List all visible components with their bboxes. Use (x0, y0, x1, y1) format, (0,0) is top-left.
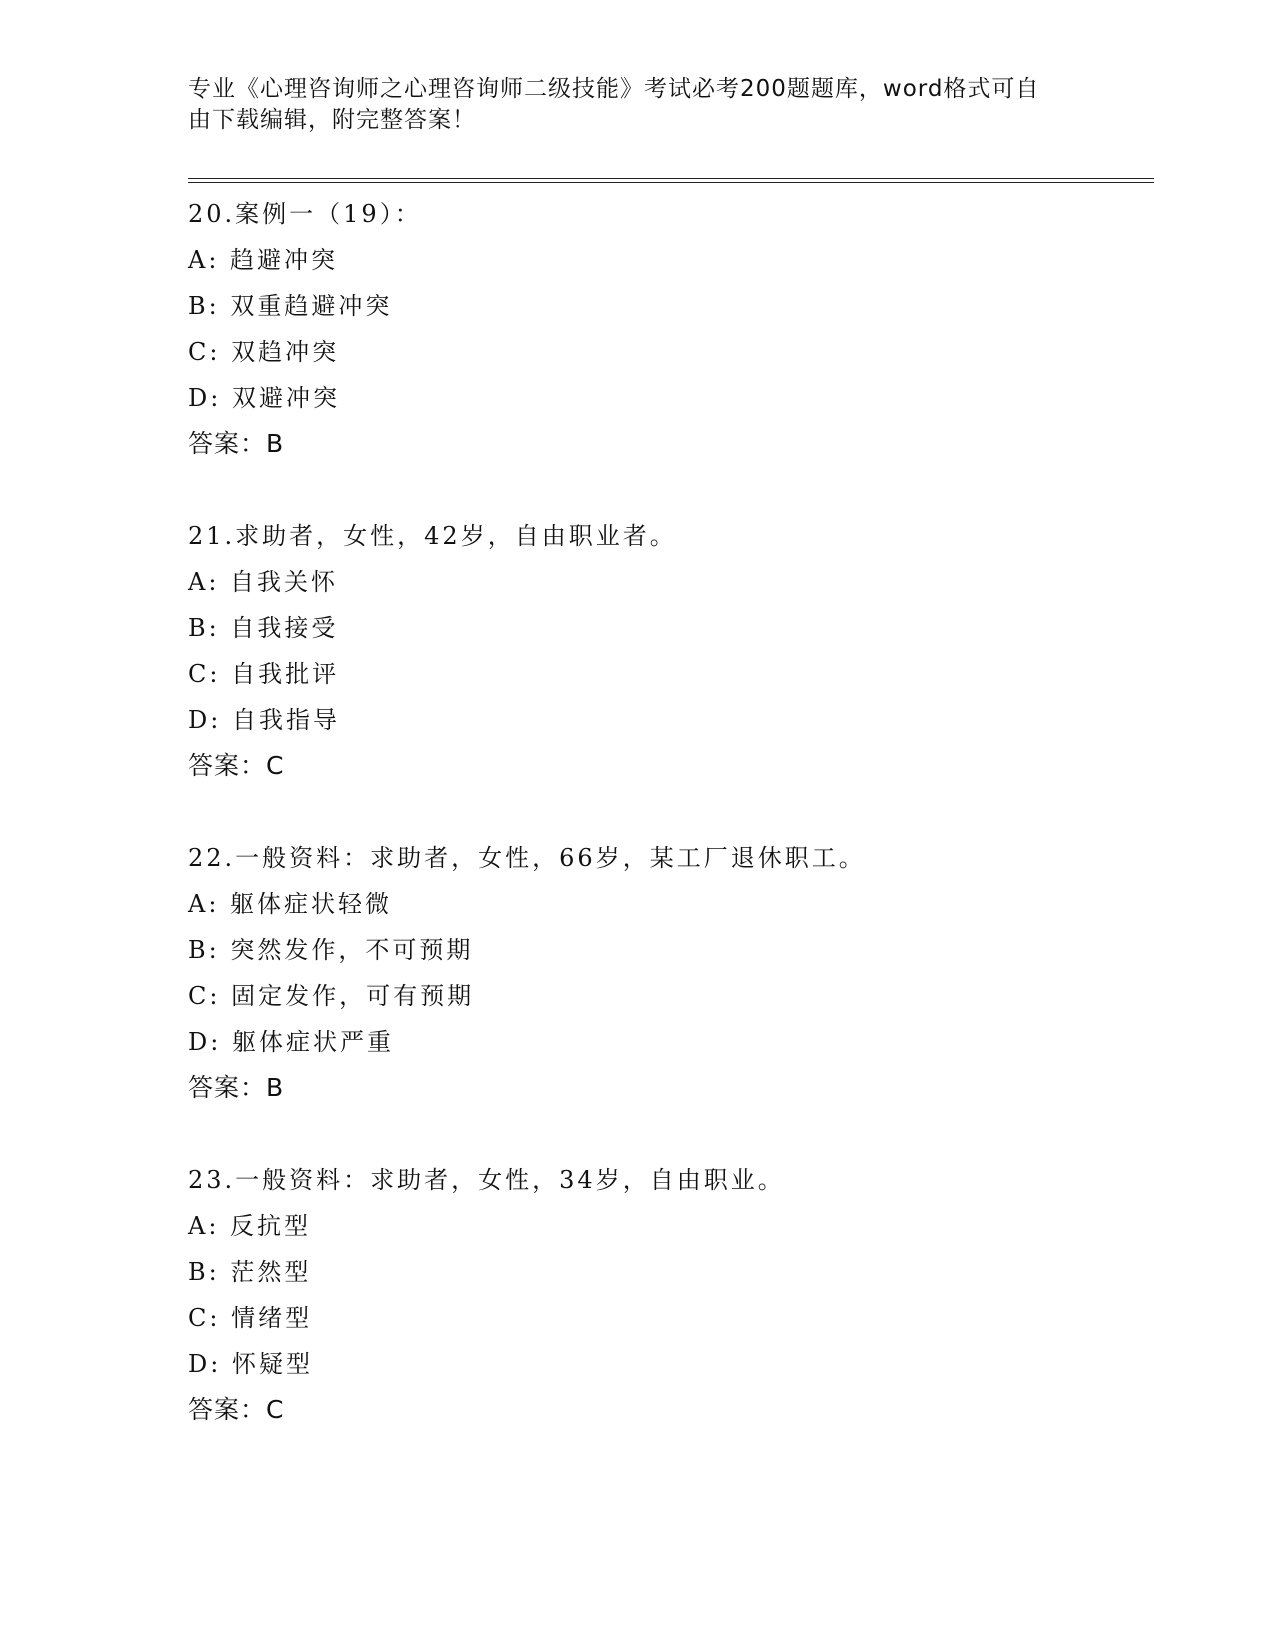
question-stem: 22.一般资料：求助者，女性，66岁，某工厂退休职工。 (188, 844, 866, 872)
option-d: D: 躯体症状严重 (188, 1028, 394, 1056)
option-d: D: 双避冲突 (188, 384, 340, 412)
question-block (188, 513, 1148, 789)
option-d: D: 自我指导 (188, 706, 340, 734)
header-line-2: 由下载编辑，附完整答案！ (188, 107, 476, 133)
question-list (188, 191, 1148, 1479)
option-c: C: 双趋冲突 (188, 338, 340, 366)
answer-line: 答案：C (188, 751, 285, 780)
header-line-1: 专业《心理咨询师之心理咨询师二级技能》考试必考200题题库，word格式可自 (188, 76, 1040, 102)
question-stem: 23.一般资料：求助者，女性，34岁，自由职业。 (188, 1166, 785, 1194)
header-divider-bottom (188, 182, 1154, 183)
document-header (188, 74, 1068, 136)
option-b: B: 突然发作，不可预期 (188, 936, 474, 964)
option-c: C: 情绪型 (188, 1304, 313, 1332)
question-stem: 21.求助者，女性，42岁，自由职业者。 (188, 522, 677, 550)
answer-line: 答案：C (188, 1395, 285, 1424)
option-d: D: 怀疑型 (188, 1350, 313, 1378)
question-block (188, 191, 1148, 467)
option-a: A: 趋避冲突 (188, 246, 339, 274)
option-b: B: 自我接受 (188, 614, 339, 642)
answer-line: 答案：B (188, 429, 285, 458)
question-block (188, 1157, 1148, 1433)
option-b: B: 茫然型 (188, 1258, 312, 1286)
question-stem: 20.案例一（19）： (188, 200, 422, 228)
question-block (188, 835, 1148, 1111)
option-b: B: 双重趋避冲突 (188, 292, 393, 320)
option-a: A: 自我关怀 (188, 568, 339, 596)
option-c: C: 自我批评 (188, 660, 340, 688)
option-c: C: 固定发作，可有预期 (188, 982, 475, 1010)
option-a: A: 躯体症状轻微 (188, 890, 393, 918)
answer-line: 答案：B (188, 1073, 285, 1102)
option-a: A: 反抗型 (188, 1212, 312, 1240)
header-divider-top (188, 178, 1154, 179)
